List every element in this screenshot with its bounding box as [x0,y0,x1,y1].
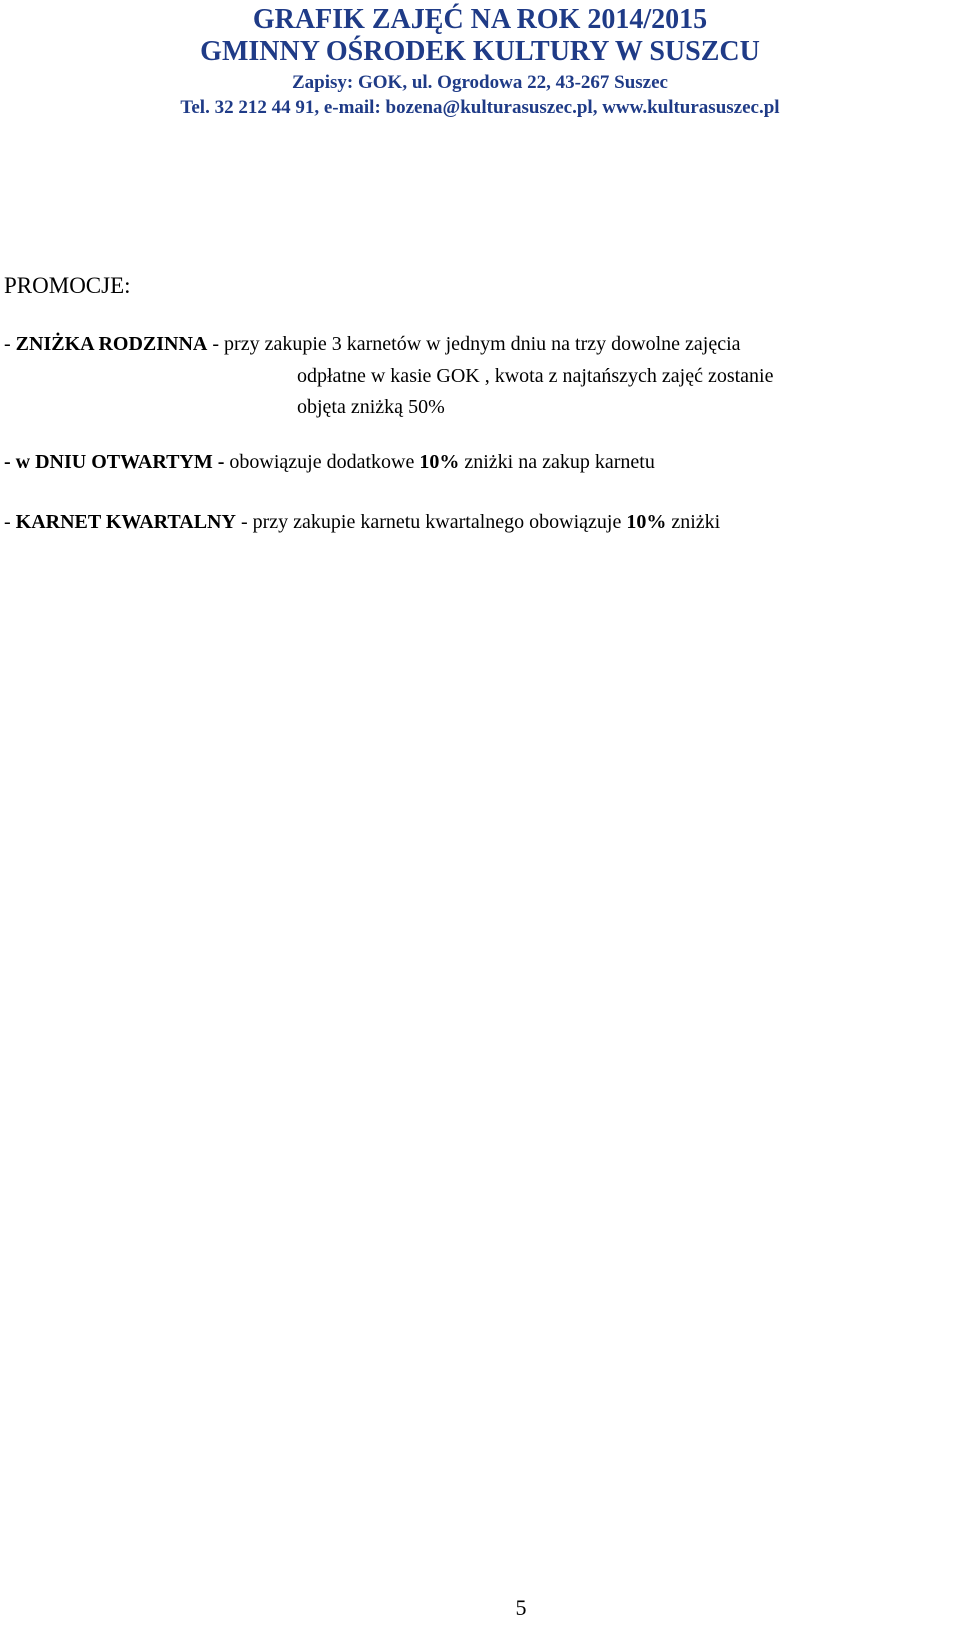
registration-address: Zapisy: GOK, ul. Ogrodowa 22, 43-267 Suszec [292,72,668,93]
promo-name: KARNET KWARTALNY [15,511,236,533]
promo-discount: 10% [626,511,667,533]
promo-text: zniżki na zakup karnetu [459,451,655,473]
promo-text: objęta zniżką [297,396,409,418]
promo-prefix: - [4,333,16,355]
promo-prefix: - w [4,451,36,473]
promo-family-discount [4,328,741,360]
promotions-heading: PROMOCJE: [4,273,131,298]
promo-prefix: - [4,511,16,533]
promo-discount: 50% [408,396,445,418]
promo-name: ZNIŻKA RODZINNA [15,333,208,355]
contact-info: Tel. 32 212 44 91, e-mail: bozena@kulturasuszec.pl, www.kulturasuszec.pl [180,97,780,118]
promo-open-day [4,446,655,478]
promo-quarterly-pass [4,506,720,538]
organization-name: GMINNY OŚRODEK KULTURY W SUSZCU [200,36,760,67]
promo-text-line-1: przy zakupie 3 karnetów w jednym dniu na trzy dowolne zajęcia [224,333,741,355]
promo-text-line-2: odpłatne w kasie GOK , kwota z najtańszych zajęć zostanie [297,365,774,387]
promo-text: - przy zakupie karnetu kwartalnego obowiązuje [235,511,627,533]
promo-separator: - [207,333,225,355]
promo-text: obowiązuje dodatkowe [224,451,420,473]
document-title: GRAFIK ZAJĘĆ NA ROK 2014/2015 [252,4,708,35]
promo-discount: 10% [419,451,460,473]
promo-text: zniżki [666,511,721,533]
promo-name: DNIU OTWARTYM - [35,451,225,473]
promo-text-line-3 [297,391,445,423]
page-number: 5 [515,1595,527,1620]
